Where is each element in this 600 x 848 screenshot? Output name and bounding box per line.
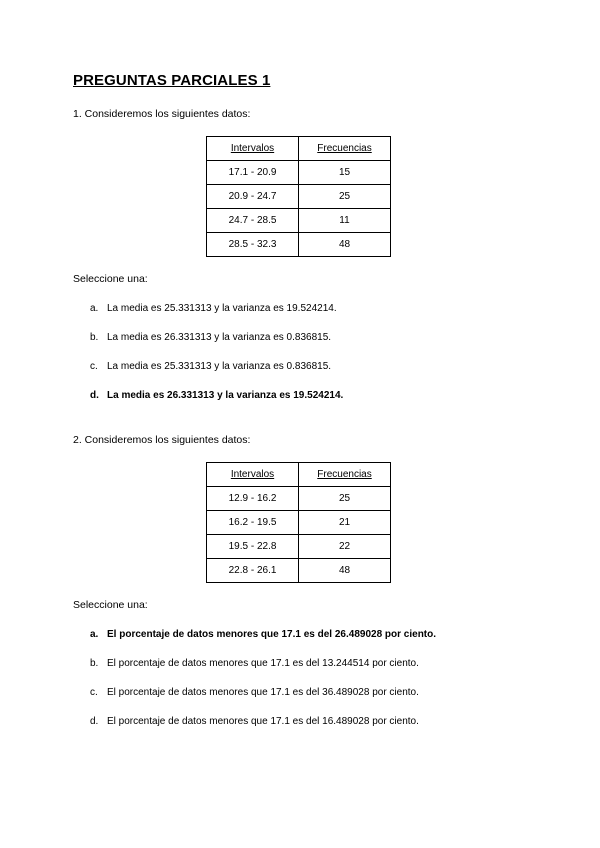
option-letter: d.: [90, 390, 99, 401]
frequency-cell: 25: [299, 487, 391, 511]
frequency-cell: 15: [299, 161, 391, 185]
option-b: [90, 658, 436, 687]
option-letter: b.: [90, 332, 99, 343]
frequency-cell: 48: [299, 233, 391, 257]
table-row: [207, 209, 391, 233]
option-b: [90, 332, 343, 361]
interval-cell: 17.1 - 20.9: [207, 161, 299, 185]
table-header-row: [207, 463, 391, 487]
option-d-correct: [90, 390, 343, 419]
option-letter: c.: [90, 687, 98, 698]
header-intervalos: Intervalos: [207, 137, 299, 161]
table-row: [207, 535, 391, 559]
frequency-cell: 22: [299, 535, 391, 559]
table-row: [207, 559, 391, 583]
interval-cell: 22.8 - 26.1: [207, 559, 299, 583]
question-2-options: [90, 629, 436, 745]
page-title: PREGUNTAS PARCIALES 1: [73, 72, 271, 89]
table-row: [207, 185, 391, 209]
option-letter: a.: [90, 303, 99, 314]
question-2-select-label: Seleccione una:: [73, 599, 148, 611]
header-frecuencias: Frecuencias: [299, 137, 391, 161]
table-row: [207, 161, 391, 185]
option-a: [90, 303, 343, 332]
option-letter: d.: [90, 716, 99, 727]
option-text: La media es 25.331313 y la varianza es 19.524214.: [107, 303, 337, 314]
option-a-correct: [90, 629, 436, 658]
question-1-select-label: Seleccione una:: [73, 273, 148, 285]
option-letter: b.: [90, 658, 99, 669]
option-text: El porcentaje de datos menores que 17.1 es del 36.489028 por ciento.: [107, 687, 419, 698]
option-letter: c.: [90, 361, 98, 372]
table-header-row: [207, 137, 391, 161]
interval-cell: 16.2 - 19.5: [207, 511, 299, 535]
interval-cell: 20.9 - 24.7: [207, 185, 299, 209]
option-c: [90, 687, 436, 716]
header-frecuencias: Frecuencias: [299, 463, 391, 487]
interval-cell: 28.5 - 32.3: [207, 233, 299, 257]
frequency-cell: 25: [299, 185, 391, 209]
frequency-cell: 11: [299, 209, 391, 233]
option-text: El porcentaje de datos menores que 17.1 es del 26.489028 por ciento.: [107, 629, 437, 640]
table-row: [207, 511, 391, 535]
question-2-prompt: 2. Consideremos los siguientes datos:: [73, 434, 251, 446]
question-1-prompt: 1. Consideremos los siguientes datos:: [73, 108, 251, 120]
interval-cell: 12.9 - 16.2: [207, 487, 299, 511]
option-text: La media es 26.331313 y la varianza es 0.836815.: [107, 332, 332, 343]
option-c: [90, 361, 343, 390]
question-1-table: [206, 136, 391, 257]
option-text: La media es 26.331313 y la varianza es 19.524214.: [107, 390, 344, 401]
option-letter: a.: [90, 629, 99, 640]
table-row: [207, 487, 391, 511]
interval-cell: 24.7 - 28.5: [207, 209, 299, 233]
interval-cell: 19.5 - 22.8: [207, 535, 299, 559]
option-text: La media es 25.331313 y la varianza es 0.836815.: [107, 361, 332, 372]
header-intervalos: Intervalos: [207, 463, 299, 487]
frequency-cell: 21: [299, 511, 391, 535]
option-d: [90, 716, 436, 745]
frequency-cell: 48: [299, 559, 391, 583]
table-row: [207, 233, 391, 257]
question-1-options: [90, 303, 343, 419]
question-2-table: [206, 462, 391, 583]
option-text: El porcentaje de datos menores que 17.1 es del 16.489028 por ciento.: [107, 716, 419, 727]
option-text: El porcentaje de datos menores que 17.1 es del 13.244514 por ciento.: [107, 658, 419, 669]
